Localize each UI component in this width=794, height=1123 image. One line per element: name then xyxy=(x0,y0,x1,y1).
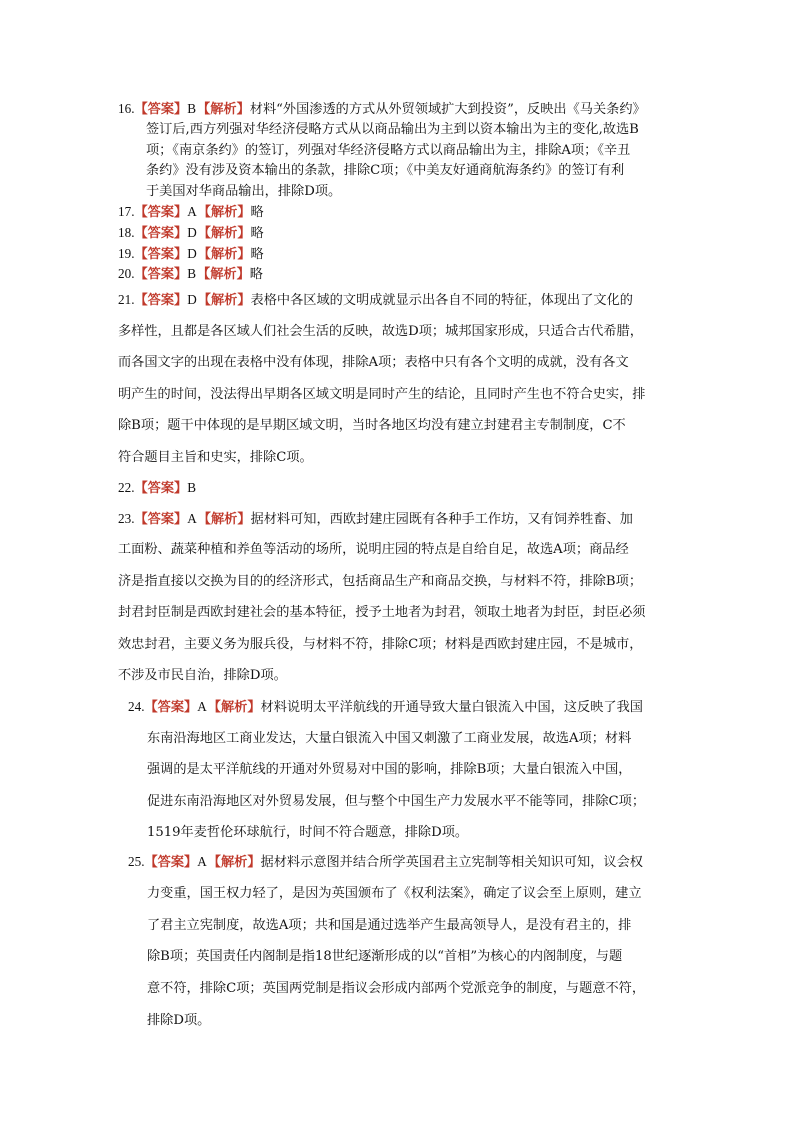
answer-letter: A xyxy=(187,204,197,219)
analysis-text: 材料“外国渗透的方式从外贸领域扩大到投资”，反映出《马关条约》 xyxy=(249,102,646,117)
question-25 xyxy=(128,852,688,1043)
question-23-line-5: 效忠封君，主要义务为服兵役，与材料不符，排除C项；材料是西欧封建庄园，不是城市， xyxy=(118,636,643,652)
question-21-line-6: 符合题目主旨和史实，排除C项。 xyxy=(118,449,313,465)
analysis-text: 表格中各区域的文明成就显示出各自不同的特征，体现出了文化的 xyxy=(250,293,633,308)
question-number: 22. xyxy=(118,480,135,495)
answer-letter: B xyxy=(187,101,197,116)
question-number: 23. xyxy=(118,511,135,526)
answer-label: 【答案】 xyxy=(134,481,188,496)
question-23-line-6: 不涉及市民自治，排除D项。 xyxy=(118,667,287,683)
analysis-text: 略 xyxy=(250,247,264,262)
question-21-line-3: 而各国文字的出现在表格中没有体现，排除A项；表格中只有各个文明的成就，没有各文 xyxy=(118,355,629,371)
question-24-line-3: 强调的是太平洋航线的开通对外贸易对中国的影响，排除B项；大量白银流入中国， xyxy=(147,762,632,778)
question-23-line-4: 封君封臣制是西欧封建社会的基本特征，授予土地者为封君，领取土地者为封臣，封臣必须 xyxy=(118,605,646,621)
question-number: 24. xyxy=(128,699,145,714)
question-17 xyxy=(118,202,418,222)
analysis-text: 材料说明太平洋航线的开通导致大量白银流入中国，这反映了我国 xyxy=(260,700,643,715)
analysis-label: 【解析】 xyxy=(197,293,251,308)
analysis-label: 【解析】 xyxy=(197,512,251,527)
question-21-line-4: 明产生的时间，没法得出早期各区域文明是同时产生的结论，且同时产生也不符合史实，排 xyxy=(118,386,646,402)
question-16-line-3: 项；《南京条约》的签订，列强对华经济侵略方式以商品输出为主，排除A项；《辛丑 xyxy=(146,142,631,158)
question-number: 25. xyxy=(128,854,145,869)
question-23-line-3: 济是指直接以交换为目的的经济形式，包括商品生产和商品交换，与材料不符，排除B项； xyxy=(118,573,642,589)
question-23 xyxy=(118,509,698,697)
question-16-line-2: 签订后,西方列强对华经济侵略方式从以商品输出为主到以资本输出为主的变化,故选B xyxy=(146,121,639,137)
analysis-label: 【解析】 xyxy=(197,247,251,262)
answer-label: 【答案】 xyxy=(134,512,188,527)
analysis-text: 略 xyxy=(250,205,264,220)
analysis-text: 略 xyxy=(249,267,263,282)
question-21-line-2: 多样性，且都是各区域人们社会生活的反映，故选D项；城邦国家形成，只适合古代希腊， xyxy=(118,323,643,339)
question-16 xyxy=(118,99,698,203)
answer-letter: D xyxy=(187,225,197,240)
question-25-line-5: 意不符，排除C项；英国两党制是指议会形成内部两个党派竞争的制度，与题意不符， xyxy=(147,981,646,997)
question-22 xyxy=(118,478,197,499)
analysis-label: 【解析】 xyxy=(197,205,251,220)
answer-label: 【答案】 xyxy=(134,247,188,262)
question-16-line-5: 于美国对华商品输出，排除D项。 xyxy=(146,184,342,200)
answer-label: 【答案】 xyxy=(134,267,188,282)
answer-letter: A xyxy=(187,511,197,526)
answer-letter: D xyxy=(187,292,197,307)
answer-letter: A xyxy=(197,854,207,869)
answer-label: 【答案】 xyxy=(144,855,198,870)
question-number: 16. xyxy=(118,101,135,116)
question-24-line-4: 促进东南沿海地区对外贸易发展，但与整个中国生产力发展水平不能等同，排除C项； xyxy=(147,793,646,809)
answer-label: 【答案】 xyxy=(134,293,188,308)
answer-letter: D xyxy=(187,246,197,261)
question-24-line-5: 1519年麦哲伦环球航行，时间不符合题意，排除D项。 xyxy=(147,825,469,841)
question-20 xyxy=(118,264,418,284)
question-21-line-5: 除B项；题干中体现的是早期区域文明，当时各地区均没有建立封建君主专制制度，C不 xyxy=(118,418,626,434)
analysis-text: 略 xyxy=(250,226,264,241)
analysis-label: 【解析】 xyxy=(207,855,261,870)
question-16-line-1 xyxy=(118,99,698,120)
question-18 xyxy=(118,223,418,243)
question-16-line-4: 条约》没有涉及资本输出的条款，排除C项；《中美友好通商航海条约》的签订有利 xyxy=(146,163,625,179)
question-21-line-1 xyxy=(118,290,698,322)
question-23-line-2: 工面粉、蔬菜种植和养鱼等活动的场所，说明庄园的特点是自给自足，故选A项；商品经 xyxy=(118,542,629,558)
question-number: 21. xyxy=(118,292,135,307)
question-24 xyxy=(128,697,688,855)
question-23-line-1 xyxy=(118,509,698,540)
question-25-line-2: 力变重，国王权力轻了，是因为英国颁布了《权利法案》，确定了议会至上原则，建立 xyxy=(147,885,642,901)
question-24-line-1 xyxy=(128,697,688,729)
analysis-label: 【解析】 xyxy=(197,102,250,117)
answer-label: 【答案】 xyxy=(144,700,198,715)
answer-letter: B xyxy=(187,480,197,495)
answer-label: 【答案】 xyxy=(134,205,188,220)
question-25-line-1 xyxy=(128,852,688,884)
analysis-label: 【解析】 xyxy=(207,700,261,715)
question-25-line-3: 了君主立宪制度，故选A项；共和国是通过选举产生最高领导人，是没有君主的，排 xyxy=(147,917,632,933)
question-25-line-6: 排除D项。 xyxy=(147,1012,211,1028)
answer-letter: B xyxy=(187,266,197,281)
analysis-label: 【解析】 xyxy=(197,267,250,282)
question-number: 18. xyxy=(118,225,135,240)
analysis-label: 【解析】 xyxy=(197,226,251,241)
answer-label: 【答案】 xyxy=(134,226,188,241)
answer-label: 【答案】 xyxy=(134,102,188,117)
question-25-line-4: 除B项；英国责任内阁制是指18世纪逐渐形成的以“首相”为核心的内阁制度，与题 xyxy=(147,949,623,965)
question-21 xyxy=(118,290,698,480)
analysis-text: 据材料可知，西欧封建庄园既有各种手工作坊，又有饲养牲畜、加 xyxy=(250,512,633,527)
question-number: 19. xyxy=(118,246,135,261)
analysis-text: 据材料示意图并结合所学英国君主立宪制等相关知识可知，议会权 xyxy=(260,855,643,870)
question-number: 17. xyxy=(118,204,135,219)
question-number: 20. xyxy=(118,266,135,281)
answer-letter: A xyxy=(197,699,207,714)
question-19 xyxy=(118,244,418,264)
question-24-line-2: 东南沿海地区工商业发达，大量白银流入中国又刺激了工商业发展，故选A项；材料 xyxy=(147,730,632,746)
